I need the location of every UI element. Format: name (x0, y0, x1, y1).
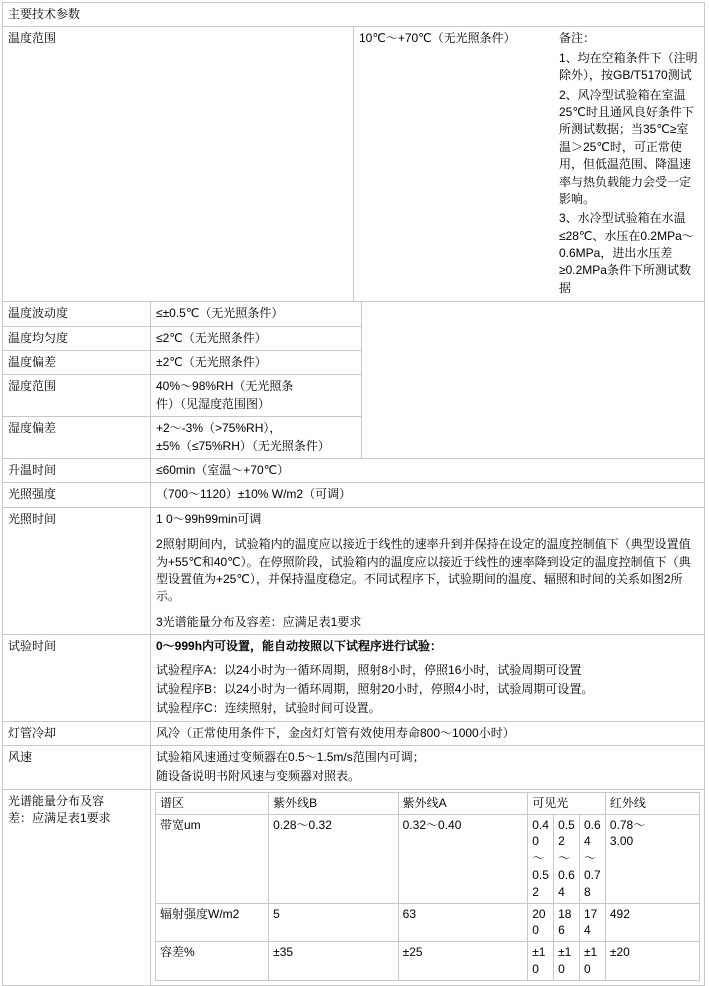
spectrum-bandwidth-vis3-bot: 0.78 (583, 868, 601, 899)
table-row-lamp-cooling (3, 721, 705, 745)
row-label-humidity-deviation: 湿度偏差 (3, 417, 151, 459)
spectrum-header-row (156, 792, 700, 814)
humidity-deviation-line-2: ±5%（≤75%RH）（无光照条件） (156, 438, 330, 453)
row-label-light-intensity: 光照强度 (3, 483, 151, 507)
note-line-3: 2、风冷型试验箱在室温25℃时且通风良好条件下所测试数据；当35℃≥室温＞25℃时，可正常使用，但低温范围、降温速率与热负载能力会受一定影响。 (559, 87, 694, 206)
spectrum-row-bandwidth (156, 814, 700, 903)
note-block (559, 30, 699, 298)
row-value-temp-deviation: ±2℃（无光照条件） (151, 351, 362, 375)
row-value-test-time (151, 635, 705, 722)
light-time-para-1: 1 0～99h99min可调 (156, 511, 262, 526)
spec-sheet-page (0, 2, 709, 977)
spectrum-bandwidth-vis2-top: 0.52～ (558, 817, 575, 866)
row-value-heating-time: ≤60min（室温～+70℃） (151, 458, 705, 482)
spectrum-irradiance-vis2: 186 (554, 903, 580, 942)
spec-table (2, 2, 705, 302)
test-time-para-2: 试验程序A：以24小时为一循环周期，照射8小时，停照16小时，试验周期可设置 (156, 662, 582, 677)
table-row-light-time (3, 507, 705, 634)
spectrum-header-uva: 紫外线A (398, 792, 528, 814)
spectrum-bandwidth-vis3-top: 0.64～ (583, 817, 601, 866)
spectrum-irradiance-uvb: 5 (269, 903, 399, 942)
temp-range-value: 10℃～+70℃（无光照条件） (359, 31, 516, 46)
spectrum-row-name-irradiance: 辐射强度W/m2 (156, 903, 269, 942)
spectrum-tolerance-vis3: ±10 (579, 942, 605, 981)
spectrum-tolerance-uva: ±25 (398, 942, 528, 981)
note-line-2: 1、均在空箱条件下（注明除外），按GB/T5170测试 (559, 50, 698, 83)
row-value-temp-fluctuation: ≤±0.5℃（无光照条件） (151, 302, 362, 326)
table-row-temp-range (3, 27, 705, 302)
table-row-test-time (3, 635, 705, 722)
row-label-lamp-cooling: 灯管冷却 (3, 721, 151, 745)
spectrum-bandwidth-vis2 (554, 814, 580, 903)
spectrum-bandwidth-vis1-top: 0.40～ (532, 817, 549, 866)
row-label-light-time: 光照时间 (3, 507, 151, 634)
spectrum-irradiance-ir: 492 (605, 903, 699, 942)
spectrum-bandwidth-ir (605, 814, 699, 903)
spectrum-row-name-tolerance: 容差% (156, 942, 269, 981)
spectrum-bandwidth-vis3 (579, 814, 605, 903)
page-title: 主要技术参数 (3, 3, 705, 27)
spectrum-header-visible: 可见光 (528, 792, 606, 814)
row-label-temp-deviation: 温度偏差 (3, 351, 151, 375)
temp-range-inner (359, 30, 699, 298)
light-time-para-2: 2照射期间内，试验箱内的温度应以接近于线性的速率升到并保持在设定的温度控制值下（典型设置值为+55℃和40℃）。在停照阶段，试验箱内的温度应以接近于线性的速率降到设定的温度控制值下（典型设置值为+25℃），并保持温度稳定。不同试程序下，试验期间的温度、辐照和时间的关系如图2所示。 (156, 537, 691, 604)
spectrum-irradiance-vis1: 200 (528, 903, 554, 942)
spectrum-bandwidth-uva: 0.32～0.40 (398, 814, 528, 903)
table-row-temp-fluctuation (3, 302, 705, 326)
wind-speed-para-2: 随设备说明书附风速与变频器对照表。 (156, 769, 361, 784)
row-value-spectrum (151, 789, 705, 985)
spectrum-header-band: 谱区 (156, 792, 269, 814)
spectrum-irradiance-uva: 63 (398, 903, 528, 942)
row-value-humidity-deviation (151, 417, 362, 459)
row-label-temp-fluctuation: 温度波动度 (3, 302, 151, 326)
table-row-wind-speed (3, 746, 705, 790)
test-time-para-3: 试验程序B：以24小时为一循环周期，照射20小时，停照4小时，试验周期可设置。 (156, 681, 594, 696)
humidity-deviation-line-1: +2～-3%（>75%RH）， (156, 421, 282, 436)
humidity-range-line-2: 件）（见湿度范围图） (156, 396, 271, 411)
spectrum-header-uvb: 紫外线B (269, 792, 399, 814)
row-value-humidity-range (151, 375, 362, 417)
spec-table-body (2, 301, 705, 986)
spectrum-tolerance-vis2: ±10 (554, 942, 580, 981)
row-value-temp-uniformity: ≤2℃（无光照条件） (151, 326, 362, 350)
spectrum-label-line-2: 差：应满足表1要求 (8, 811, 111, 826)
table-row-light-intensity (3, 483, 705, 507)
spectrum-tolerance-ir: ±20 (605, 942, 699, 981)
row-value-temp-range (354, 27, 705, 302)
spectrum-header-ir: 红外线 (605, 792, 699, 814)
spectrum-bandwidth-vis2-bot: 0.64 (558, 868, 575, 899)
spectrum-tolerance-vis1: ±10 (528, 942, 554, 981)
spectrum-row-name-bandwidth: 带宽um (156, 814, 269, 903)
spectrum-bandwidth-ir-top: 0.78～ (609, 817, 646, 832)
spectrum-tolerance-uvb: ±35 (269, 942, 399, 981)
row-value-lamp-cooling: 风冷（正常使用条件下，金卤灯灯管有效使用寿命800～1000小时） (151, 721, 705, 745)
row-value-light-intensity: （700～1120）±10% W/m2（可调） (151, 483, 705, 507)
spectrum-irradiance-vis3: 174 (579, 903, 605, 942)
row-label-spectrum (3, 789, 151, 985)
temp-range-inner-row (359, 30, 699, 296)
row-label-temp-uniformity: 温度均匀度 (3, 326, 151, 350)
spectrum-label-line-1: 光谱能量分布及容 (8, 793, 105, 808)
test-time-para-1: 0～999h内可设置，能自动按照以下试程序进行试验： (156, 639, 443, 654)
note-line-1: 备注： (559, 31, 596, 46)
wind-speed-para-1: 试验箱风速通过变频器在0.5～1.5m/s范围内可调； (156, 750, 425, 765)
spectrum-table (155, 792, 700, 981)
spectrum-row-irradiance (156, 903, 700, 942)
note-cell-spacer (362, 302, 705, 459)
table-row-title (3, 3, 705, 27)
row-label-temp-range: 温度范围 (3, 27, 354, 302)
row-label-humidity-range: 湿度范围 (3, 375, 151, 417)
spectrum-bandwidth-uvb: 0.28～0.32 (269, 814, 399, 903)
row-label-test-time: 试验时间 (3, 635, 151, 722)
light-time-para-3: 3光谱能量分布及容差：应满足表1要求 (156, 614, 362, 629)
humidity-range-line-1: 40%～98%RH（无光照条 (156, 379, 294, 394)
spectrum-bandwidth-vis1 (528, 814, 554, 903)
note-line-4: 3、水冷型试验箱在水温≤28℃、水压在0.2MPa～0.6MPa，进出水压差≥0.2MPa条件下所测试数据 (559, 211, 694, 295)
table-row-heating-time (3, 458, 705, 482)
spectrum-bandwidth-ir-bot: 3.00 (609, 834, 634, 849)
spectrum-row-tolerance (156, 942, 700, 981)
test-time-para-4: 试验程序C：连续照射，试验时间可设置。 (156, 701, 381, 716)
spectrum-bandwidth-vis1-bot: 0.52 (532, 868, 549, 899)
row-label-heating-time: 升温时间 (3, 458, 151, 482)
row-value-wind-speed (151, 746, 705, 790)
row-value-light-time (151, 507, 705, 634)
row-label-wind-speed: 风速 (3, 746, 151, 790)
table-row-spectrum (3, 789, 705, 985)
